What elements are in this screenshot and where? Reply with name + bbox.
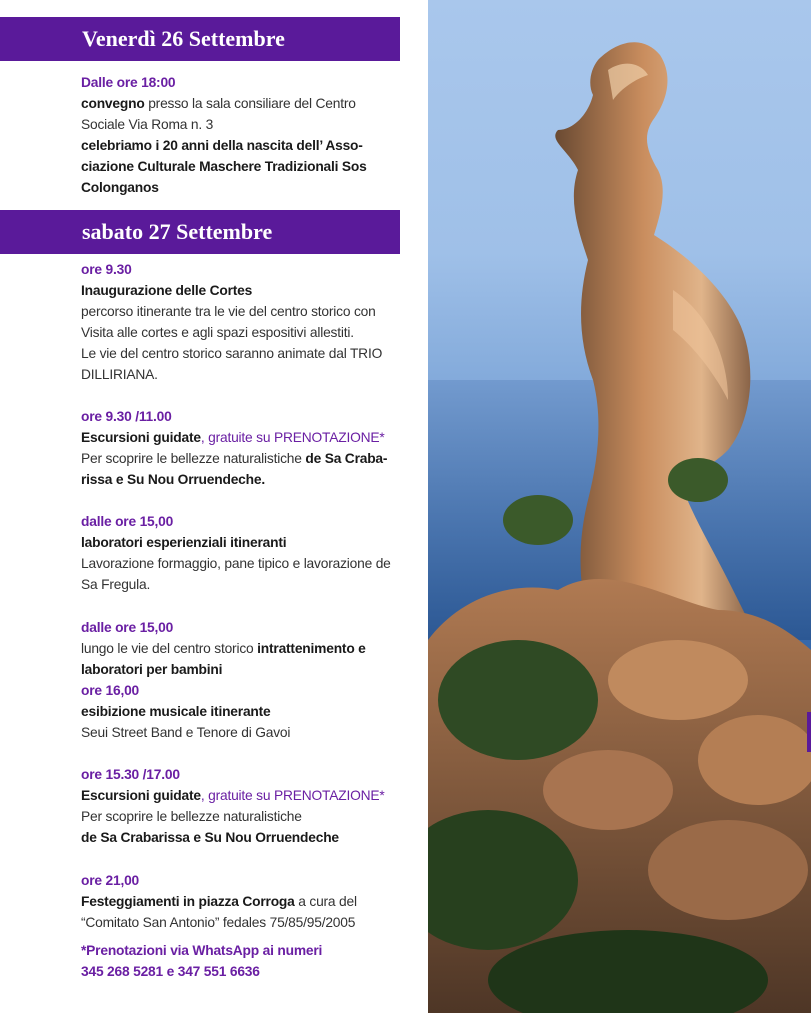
event-time: dalle ore 15,00 bbox=[81, 514, 174, 529]
event-line: Seui Street Band e Tenore di Gavoi bbox=[81, 725, 291, 740]
event-time: ore 9.30 /11.00 bbox=[81, 409, 172, 424]
event-time: ore 15.30 /17.00 bbox=[81, 767, 180, 782]
event-line bbox=[81, 638, 421, 659]
event-title-line bbox=[81, 891, 421, 912]
booking-phones: 345 268 5281 e 347 551 6636 bbox=[81, 964, 260, 979]
saturday-header: sabato 27 Settembre bbox=[0, 210, 400, 254]
granite-rock-illustration bbox=[428, 0, 811, 1013]
friday-event bbox=[81, 72, 421, 198]
event-time: ore 16,00 bbox=[81, 683, 140, 698]
rock-photo bbox=[428, 0, 811, 1013]
booking-line: *Prenotazioni via WhatsApp ai numeri bbox=[81, 943, 323, 958]
event-line: percorso itinerante tra le vie del centro storico con bbox=[81, 304, 376, 319]
booking-info bbox=[81, 940, 421, 982]
event-line: Lavorazione formaggio, pane tipico e lavorazione de bbox=[81, 556, 391, 571]
event-line: Colonganos bbox=[81, 180, 159, 195]
event-line: de Sa Crabarissa e Su Nou Orruendeche bbox=[81, 830, 339, 845]
event-line: DILLIRIANA. bbox=[81, 367, 158, 382]
saturday-event-5 bbox=[81, 764, 421, 848]
booking-note: , gratuite su PRENOTAZIONE* bbox=[200, 430, 385, 445]
event-line: Sa Fregula. bbox=[81, 577, 151, 592]
saturday-event-6 bbox=[81, 870, 421, 933]
event-text: presso la sala consiliare del Centro bbox=[144, 96, 356, 111]
event-time: ore 21,00 bbox=[81, 873, 140, 888]
event-text: Per scoprire le bellezze naturalistiche bbox=[81, 451, 306, 466]
event-keyword: intrattenimento e bbox=[257, 641, 366, 656]
event-title: Escursioni guidate bbox=[81, 430, 201, 445]
event-keyword: convegno bbox=[81, 96, 145, 111]
event-title: Festeggiamenti in piazza Corroga bbox=[81, 894, 295, 909]
event-line: Sociale Via Roma n. 3 bbox=[81, 117, 214, 132]
event-line: Per scoprire le bellezze naturalistiche bbox=[81, 809, 302, 824]
event-line: celebriamo i 20 anni della nascita dell’ Asso- bbox=[81, 138, 363, 153]
event-line: “Comitato San Antonio” fedales 75/85/95/2005 bbox=[81, 915, 356, 930]
event-title: esibizione musicale itinerante bbox=[81, 704, 271, 719]
friday-header: Venerdì 26 Settembre bbox=[0, 17, 400, 61]
event-line: laboratori per bambini bbox=[81, 662, 223, 677]
event-line: rissa e Su Nou Orruendeche. bbox=[81, 472, 265, 487]
event-title: laboratori esperienziali itineranti bbox=[81, 535, 287, 550]
event-time: Dalle ore 18:00 bbox=[81, 75, 176, 90]
event-time: dalle ore 15,00 bbox=[81, 620, 174, 635]
saturday-event-1 bbox=[81, 259, 421, 385]
accent-tab bbox=[807, 712, 811, 752]
event-title-line bbox=[81, 785, 421, 806]
event-line: Visita alle cortes e agli spazi espositivi allestiti. bbox=[81, 325, 354, 340]
event-keyword: de Sa Craba- bbox=[305, 451, 388, 466]
event-text: lungo le vie del centro storico bbox=[81, 641, 258, 656]
event-text: a cura del bbox=[294, 894, 357, 909]
event-line bbox=[81, 448, 421, 469]
booking-note: , gratuite su PRENOTAZIONE* bbox=[200, 788, 385, 803]
event-title-line bbox=[81, 427, 421, 448]
event-title: Escursioni guidate bbox=[81, 788, 201, 803]
event-time: ore 9.30 bbox=[81, 262, 132, 277]
event-line: ciazione Culturale Maschere Tradizionali Sos bbox=[81, 159, 367, 174]
saturday-event-3 bbox=[81, 511, 421, 595]
saturday-event-2 bbox=[81, 406, 421, 490]
event-title: Inaugurazione delle Cortes bbox=[81, 283, 253, 298]
event-line bbox=[81, 93, 421, 114]
saturday-event-4 bbox=[81, 617, 421, 743]
event-line: Le vie del centro storico saranno animate dal TRIO bbox=[81, 346, 383, 361]
